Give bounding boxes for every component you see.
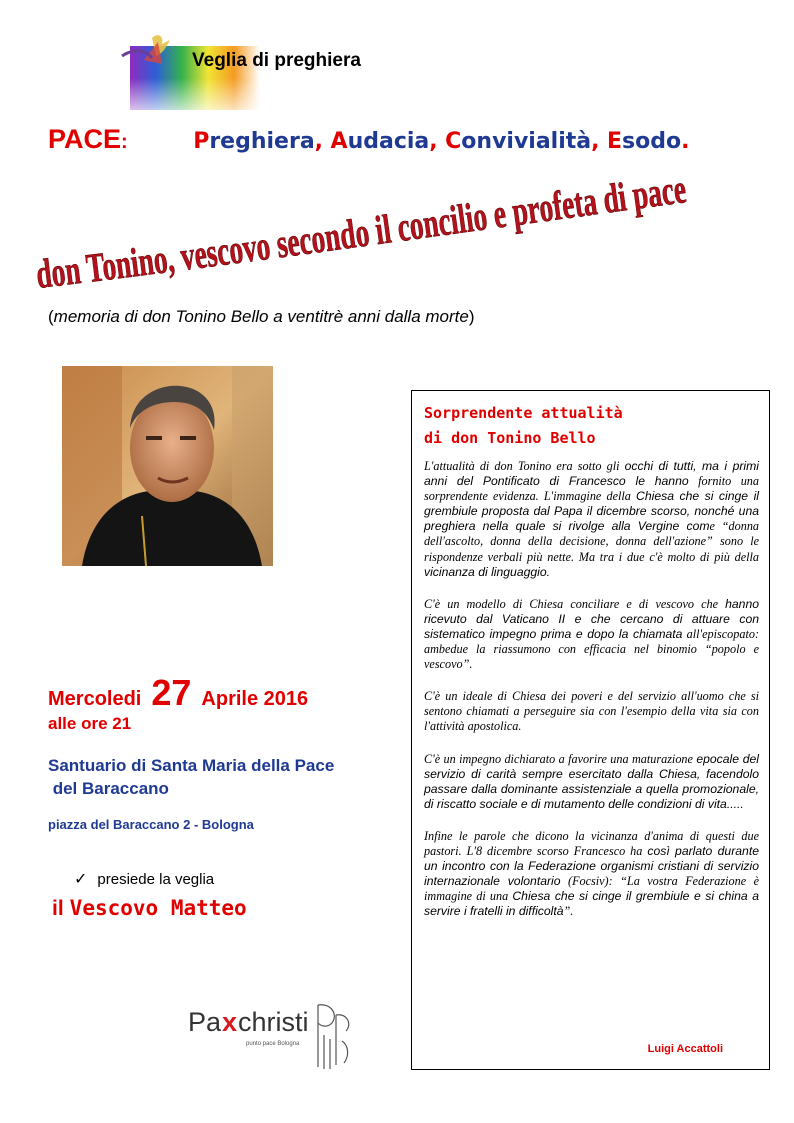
headline-text: don Tonino, vescovo secondo il concilio e profeta di pace [33, 170, 695, 297]
pace-motto: PACE: Preghiera, Audacia, Convivialità, Esodo. [48, 124, 690, 154]
headline [30, 170, 710, 310]
article-body [424, 459, 759, 919]
svg-text:x: x [222, 1007, 238, 1037]
venue-name-line1: Santuario di Santa Maria della Pace [48, 756, 335, 775]
pax-text-2: christi [238, 1007, 309, 1037]
article-author: Luigi Accattoli [647, 1043, 723, 1055]
svg-text:don Tonino, vescovo secondo il [33, 170, 695, 297]
article-paragraph: Infine le parole che dicono la vicinanza d'anima di questi due pastori. L'8 dicembre scorso Francesco ha così parlato durante un incontro con la Federazione organismi cristiani di servizio internazionale volontario (Focsiv): “La vostra Federazione è immagine di una Chiesa che si cinge il grembiule e si china a servire i fratelli in difficoltà”. [424, 828, 759, 919]
article-paragraph: C'è un modello di Chiesa conciliare e di vescovo che hanno ricevuto dal Vaticano II e che cercano di attuare con sistematico impegno prima e dopo la chiamata all'episcopato: ambedue la riassumono con efficacia nel binomio “popolo e vescovo”. [424, 596, 760, 672]
event-time: alle ore 21 [48, 714, 132, 733]
article-box [411, 390, 770, 1070]
presiede-text: presiede la veglia [97, 870, 215, 888]
event-date: Mercoledi 27 Aprile 2016 [48, 672, 309, 713]
article-paragraph: L'attualità di don Tonino era sotto gli occhi di tutti, ma i primi anni del Pontificato di Francesco le hanno fornito una sorprendente evidenza. L'immagine della Chiesa che si cinge il grembiule proposta dal Papa il dicembre scorso, nonché una preghiera nella quale si rivolge alla Vergine come “donna dell'ascolto, donna della decisione, donna dell'azione” sono le rispondenze verbali più nette. Ma tra i due c'è molto di più della vicinanza di linguaggio. [424, 459, 760, 579]
motto-word-convivialita: Convivialità [445, 129, 592, 154]
venue-address: piazza del Baraccano 2 - Bologna [48, 817, 254, 832]
motto-word-audacia: Audacia [330, 129, 430, 154]
pace-word: PACE [48, 124, 122, 154]
checkmark-icon: ✓ [74, 871, 88, 888]
event-type-title: Veglia di preghiera [192, 50, 361, 71]
motto-word-preghiera: Preghiera [193, 129, 315, 154]
venue-name-line2: del Baraccano [48, 779, 169, 798]
memoria-subtitle: (memoria di don Tonino Bello a ventitrè anni dalla morte) [48, 307, 475, 326]
pax-christi-logo [186, 995, 376, 1075]
motto-word-esodo: Esodo [607, 129, 682, 154]
article-paragraph: C'è un impegno dichiarato a favorire una maturazione epocale del servizio di carità sempre esercitato dalla Chiesa, facendolo passare dalla dominante assistenziale a quella promozionale, di riscatto sociale e di mutamento delle condizioni di vita..... [424, 751, 759, 811]
presider-name: il Vescovo Matteo [52, 896, 247, 920]
pax-subtitle: punto pace Bologna [246, 1041, 300, 1047]
portrait-photo [62, 366, 273, 566]
article-paragraph: C'è un ideale di Chiesa dei poveri e del servizio all'uomo che si sentono chiamati a perseguire sia con l'esempio della vita sia con l'attività apostolica. [424, 689, 759, 734]
pax-text-1: Pa [188, 1007, 222, 1037]
article-title-line2: di don Tonino Bello [424, 429, 596, 447]
article-title-line1: Sorprendente attualità [424, 404, 623, 422]
presiede-line [74, 869, 214, 889]
pace-colon: : [121, 131, 128, 153]
